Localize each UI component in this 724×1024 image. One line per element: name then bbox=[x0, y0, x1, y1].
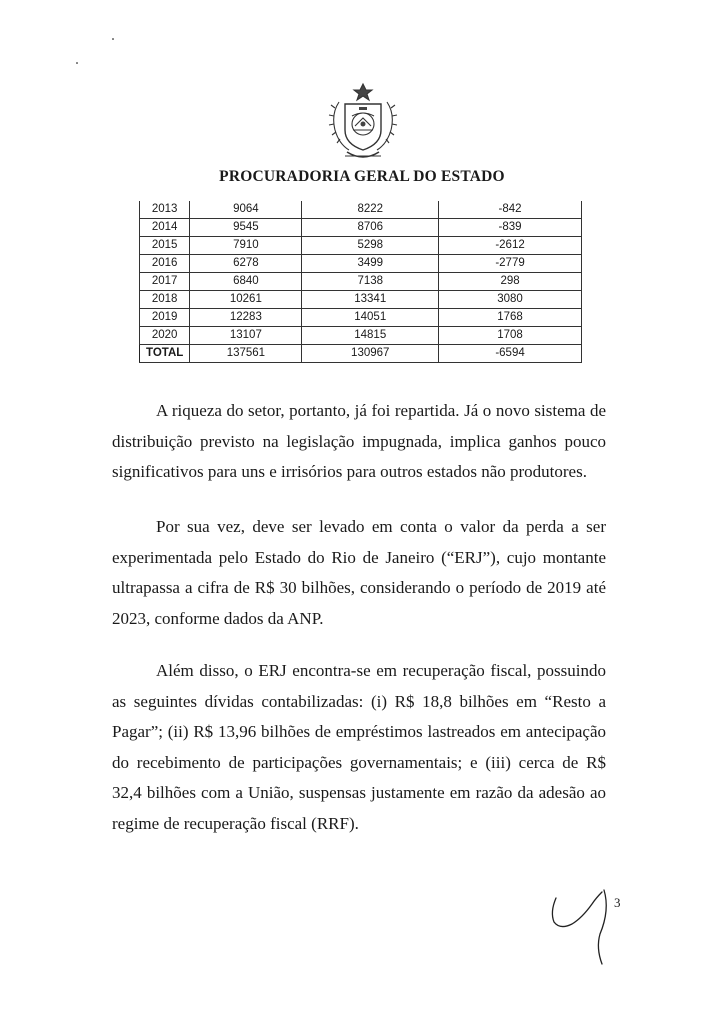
table-row bbox=[140, 237, 582, 255]
table-row bbox=[140, 327, 582, 345]
paragraph-text: Além disso, o ERJ encontra-se em recuperação fiscal, possuindo as seguintes dívidas contabilizadas: (i) R$ 18,8 bilhões em “Resto a Pagar”; (ii) R$ 13,96 bilhões de empréstimos lastreados em antecipação do recebimento de participações governamentais; e (iii) cerca de R$ 32,4 bilhões com a União, suspensas justamente em razão da adesão ao regime de recuperação fiscal (RRF). bbox=[112, 661, 606, 833]
table-cell: 6840 bbox=[190, 273, 302, 291]
table-cell: -2779 bbox=[439, 255, 582, 273]
table-cell: 7910 bbox=[190, 237, 302, 255]
scan-speck bbox=[112, 38, 114, 40]
data-table bbox=[139, 201, 582, 363]
table-row bbox=[140, 273, 582, 291]
table-cell: -839 bbox=[439, 219, 582, 237]
table-cell: 2018 bbox=[140, 291, 190, 309]
table-cell: 6278 bbox=[190, 255, 302, 273]
table-cell: 9064 bbox=[190, 201, 302, 219]
page-title: PROCURADORIA GERAL DO ESTADO bbox=[219, 168, 505, 185]
table-cell: 5298 bbox=[302, 237, 439, 255]
table-row bbox=[140, 219, 582, 237]
table-cell: 12283 bbox=[190, 309, 302, 327]
table-total-row bbox=[140, 345, 582, 363]
table-cell: 3499 bbox=[302, 255, 439, 273]
table-row bbox=[140, 291, 582, 309]
table-cell: 8706 bbox=[302, 219, 439, 237]
table-cell: 10261 bbox=[190, 291, 302, 309]
paragraph-text: A riqueza do setor, portanto, já foi repartida. Já o novo sistema de distribuição previsto na legislação impugnada, implica ganhos pouco significativos para uns e irrisórios para outros estados não produtores. bbox=[112, 401, 606, 481]
table-cell: 1708 bbox=[439, 327, 582, 345]
table-cell: 3080 bbox=[439, 291, 582, 309]
scan-speck bbox=[76, 62, 78, 64]
table-cell: 298 bbox=[439, 273, 582, 291]
table-cell: 1768 bbox=[439, 309, 582, 327]
state-coat-of-arms-icon bbox=[325, 82, 401, 168]
paragraph bbox=[112, 512, 606, 634]
table-cell: 2017 bbox=[140, 273, 190, 291]
table-cell: 2016 bbox=[140, 255, 190, 273]
table-cell: 2020 bbox=[140, 327, 190, 345]
table-cell: 130967 bbox=[302, 345, 439, 363]
paragraph bbox=[112, 656, 606, 839]
table-cell: -2612 bbox=[439, 237, 582, 255]
table-cell: -842 bbox=[439, 201, 582, 219]
table-cell: 2014 bbox=[140, 219, 190, 237]
paragraph bbox=[112, 396, 606, 488]
table-cell: 9545 bbox=[190, 219, 302, 237]
table-row bbox=[140, 201, 582, 219]
total-label: TOTAL bbox=[140, 345, 190, 363]
table-cell: 8222 bbox=[302, 201, 439, 219]
table-row bbox=[140, 309, 582, 327]
table-cell: 14051 bbox=[302, 309, 439, 327]
table-cell: 7138 bbox=[302, 273, 439, 291]
table-row bbox=[140, 255, 582, 273]
page-number: 3 bbox=[614, 895, 621, 910]
table-cell: 13341 bbox=[302, 291, 439, 309]
table-cell: -6594 bbox=[439, 345, 582, 363]
table-cell: 2013 bbox=[140, 201, 190, 219]
table-cell: 2019 bbox=[140, 309, 190, 327]
table-cell: 2015 bbox=[140, 237, 190, 255]
table-cell: 14815 bbox=[302, 327, 439, 345]
table-cell: 137561 bbox=[190, 345, 302, 363]
paragraph-text: Por sua vez, deve ser levado em conta o valor da perda a ser experimentada pelo Estado do Rio de Janeiro (“ERJ”), cujo montante ultrapassa a cifra de R$ 30 bilhões, considerando o período de 2019 até 2023, conforme dados da ANP. bbox=[112, 517, 606, 628]
table-cell: 13107 bbox=[190, 327, 302, 345]
